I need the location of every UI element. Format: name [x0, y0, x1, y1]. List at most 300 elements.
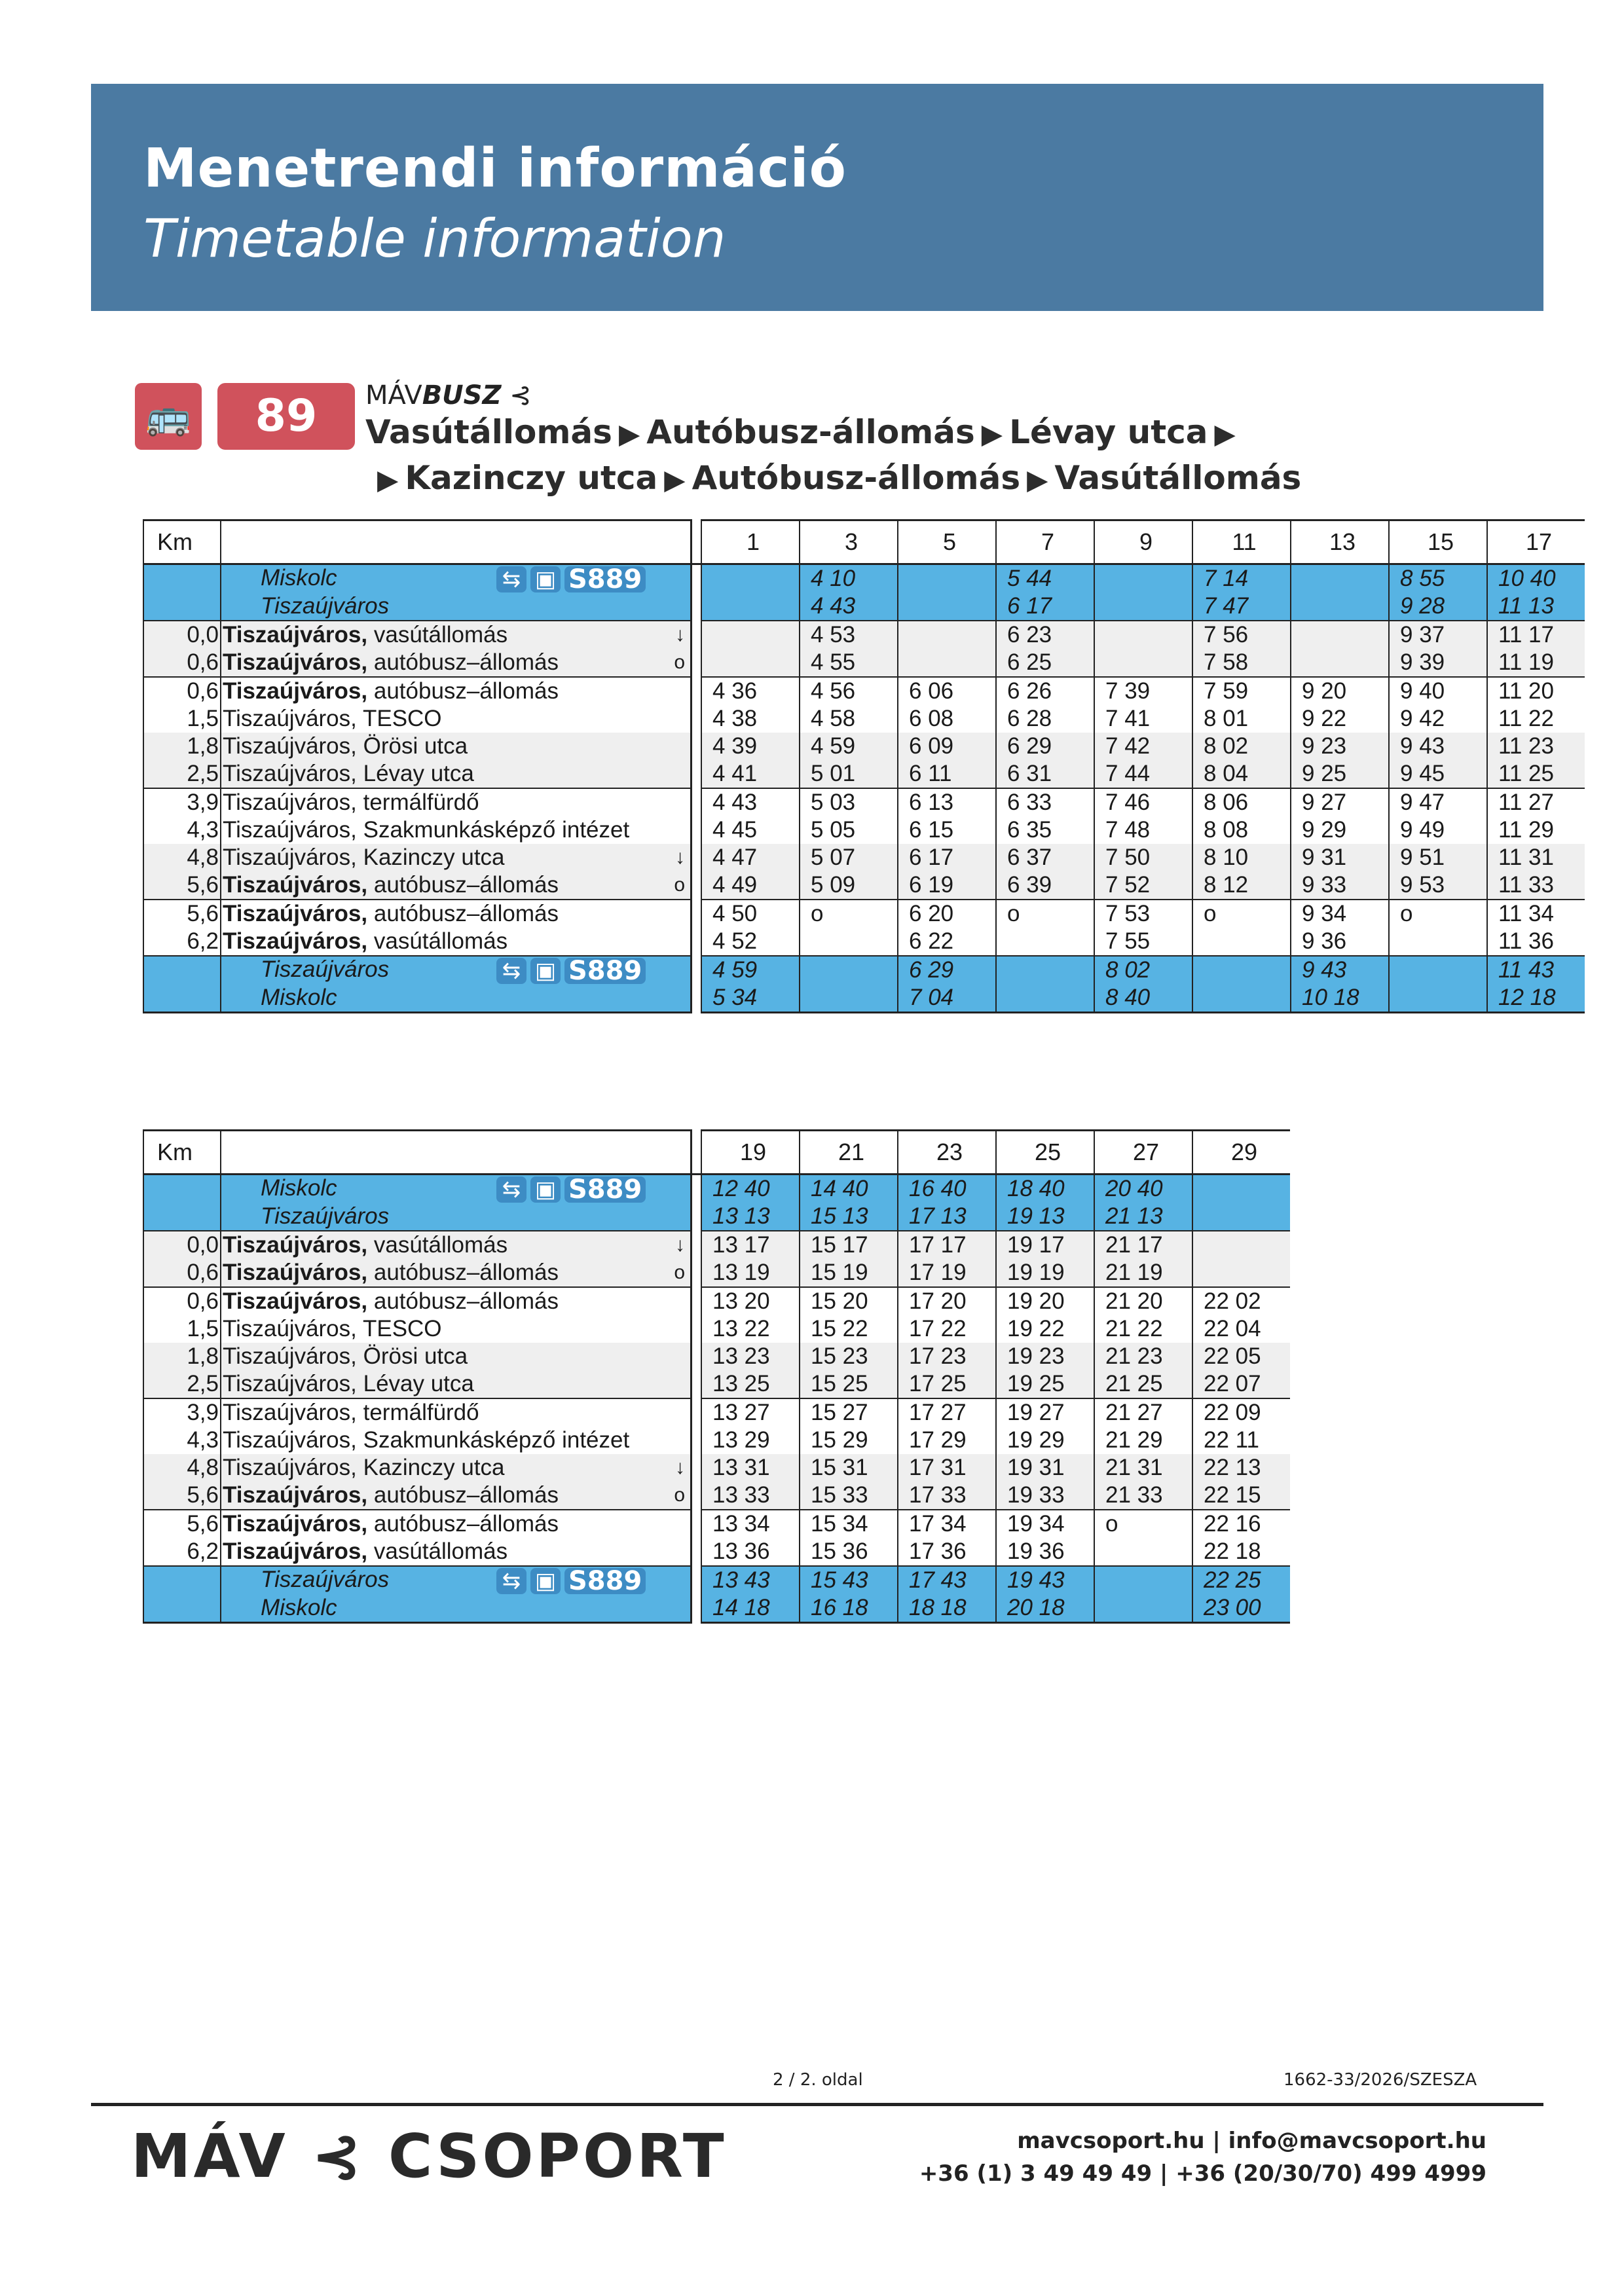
connection-time [1389, 956, 1487, 984]
connection-time [1094, 564, 1192, 593]
departure-time: 6 29 [996, 733, 1094, 760]
stop-name-sub: autóbusz–állomás [367, 1511, 559, 1537]
train-icon: ▣ [530, 566, 561, 592]
departure-time: 5 07 [800, 844, 898, 871]
departure-time: 13 22 [701, 1315, 800, 1343]
km-cell: 3,9 [143, 788, 221, 816]
connection-stop-cell [221, 984, 692, 1013]
stop-name-cell [221, 1231, 692, 1259]
column-gap [692, 1538, 702, 1566]
column-gap [692, 520, 702, 564]
departure-time: 6 26 [996, 677, 1094, 705]
connection-time: 12 18 [1487, 984, 1585, 1013]
connection-time: 5 44 [996, 564, 1094, 593]
stop-row [143, 788, 1585, 816]
stop-name: Tiszaújváros, Szakmunkásképző intézet [223, 817, 630, 843]
departure-time: o [1094, 1510, 1192, 1538]
stop-name-sub: vasútállomás [367, 1232, 508, 1258]
departure-time: 4 47 [701, 844, 800, 871]
column-gap [692, 816, 702, 844]
connection-time [898, 564, 996, 593]
departure-time: 9 49 [1389, 816, 1487, 844]
train-icon: ▣ [530, 958, 561, 984]
stop-name-sub: autóbusz–állomás [367, 901, 559, 926]
run-number: 21 [800, 1131, 898, 1175]
departure-time: 21 22 [1094, 1315, 1192, 1343]
stop-row [143, 1482, 1290, 1510]
departure-time: 17 22 [898, 1315, 996, 1343]
km-cell: 6,2 [143, 1538, 221, 1566]
stop-name-cell [221, 677, 692, 705]
departure-time [1094, 649, 1192, 677]
departure-time: 9 34 [1291, 900, 1389, 928]
km-cell: 1,8 [143, 733, 221, 760]
departure-time: 19 31 [996, 1454, 1094, 1482]
departure-time: 9 36 [1291, 928, 1389, 956]
stop-name-cell [221, 1370, 692, 1398]
departure-time: 6 13 [898, 788, 996, 816]
departure-time: 4 45 [701, 816, 800, 844]
stop-row [143, 1427, 1290, 1454]
departure-time: 4 59 [800, 733, 898, 760]
departure-time: 6 23 [996, 621, 1094, 649]
departure-time: 6 37 [996, 844, 1094, 871]
column-gap [692, 1398, 702, 1427]
departure-time: 8 08 [1192, 816, 1291, 844]
connection-time: 19 13 [996, 1203, 1094, 1231]
run-number: 29 [1192, 1131, 1290, 1175]
stop-name-cell [221, 733, 692, 760]
departure-time: 21 27 [1094, 1398, 1192, 1427]
departure-time: 22 18 [1192, 1538, 1290, 1566]
column-gap [692, 844, 702, 871]
timetable-1 [143, 519, 1585, 1013]
stop-name-cell [221, 1398, 692, 1427]
stop-name-cell [221, 928, 692, 956]
stop-header [221, 520, 692, 564]
connection-time [1094, 592, 1192, 621]
stop-name: Tiszaújváros, [223, 872, 368, 898]
connection-time [996, 984, 1094, 1013]
departure-time: 17 20 [898, 1287, 996, 1315]
departure-time: 4 56 [800, 677, 898, 705]
departure-time: 6 19 [898, 871, 996, 900]
departure-time [1192, 928, 1291, 956]
connection-time: 18 18 [898, 1594, 996, 1623]
column-gap [692, 733, 702, 760]
column-gap [692, 621, 702, 649]
departure-time: 13 23 [701, 1343, 800, 1370]
km-cell: 4,8 [143, 844, 221, 871]
line-number-badge: 89 [217, 383, 355, 450]
column-gap [692, 705, 702, 733]
departure-time: 15 27 [800, 1398, 898, 1427]
column-gap [692, 928, 702, 956]
km-cell: 0,6 [143, 677, 221, 705]
departure-time: 17 27 [898, 1398, 996, 1427]
run-number: 17 [1487, 520, 1585, 564]
departure-time: 7 42 [1094, 733, 1192, 760]
departure-time: 11 36 [1487, 928, 1585, 956]
connection-time: 8 55 [1389, 564, 1487, 593]
run-number: 1 [701, 520, 800, 564]
connection-row [143, 984, 1585, 1013]
km-cell: 2,5 [143, 760, 221, 788]
departure-time: 8 04 [1192, 760, 1291, 788]
transfer-icon: ⇆ [496, 1568, 526, 1594]
stop-row [143, 733, 1585, 760]
departure-time: 19 17 [996, 1231, 1094, 1259]
stop-name-cell [221, 844, 692, 871]
departure-time: 9 20 [1291, 677, 1389, 705]
departure-time: 4 55 [800, 649, 898, 677]
transfer-icon: ⇆ [496, 958, 526, 984]
page-number: 2 / 2. oldal [773, 2070, 863, 2090]
departure-time: 4 39 [701, 733, 800, 760]
connection-time: 13 13 [701, 1203, 800, 1231]
departure-time: 21 23 [1094, 1343, 1192, 1370]
stop-row [143, 677, 1585, 705]
connection-time: 19 43 [996, 1566, 1094, 1594]
stop-name: Tiszaújváros, [223, 622, 368, 647]
departure-time: 21 29 [1094, 1427, 1192, 1454]
departure-time: 15 31 [800, 1454, 898, 1482]
departure-time: 13 33 [701, 1482, 800, 1510]
stop-name-sub: autóbusz–állomás [367, 678, 559, 704]
departure-time: 17 34 [898, 1510, 996, 1538]
run-number: 5 [898, 520, 996, 564]
stop-mark: ↓ [675, 847, 685, 868]
departure-time: o [800, 900, 898, 928]
departure-time: 4 36 [701, 677, 800, 705]
km-cell: 5,6 [143, 900, 221, 928]
connection-time [701, 564, 800, 593]
column-gap [692, 1427, 702, 1454]
departure-time: 9 37 [1389, 621, 1487, 649]
connection-time [898, 592, 996, 621]
departure-time: 7 58 [1192, 649, 1291, 677]
connection-time [996, 956, 1094, 984]
run-number: 19 [701, 1131, 800, 1175]
stop-name-cell [221, 1259, 692, 1287]
train-icon: ▣ [530, 1568, 561, 1594]
departure-time: 13 29 [701, 1427, 800, 1454]
connection-time: 9 43 [1291, 956, 1389, 984]
stop-row [143, 1454, 1290, 1482]
departure-time: 6 33 [996, 788, 1094, 816]
connection-row [143, 1203, 1290, 1231]
departure-time: 21 25 [1094, 1370, 1192, 1398]
timetable-2 [143, 1129, 1290, 1624]
km-cell [143, 1566, 221, 1594]
stop-name-sub: vasútállomás [367, 622, 508, 647]
stop-row [143, 844, 1585, 871]
connection-time [800, 956, 898, 984]
departure-time: 6 09 [898, 733, 996, 760]
stop-mark: ↓ [675, 624, 685, 646]
stop-name: Tiszaújváros, Kazinczy utca [223, 845, 505, 870]
connection-time [1192, 984, 1291, 1013]
departure-time: 22 02 [1192, 1287, 1290, 1315]
connection-time [1389, 984, 1487, 1013]
stop-row [143, 900, 1585, 928]
departure-time: 19 36 [996, 1538, 1094, 1566]
km-cell [143, 564, 221, 593]
connection-station: Tiszaújváros [261, 1567, 390, 1593]
departure-time: 6 22 [898, 928, 996, 956]
km-cell: 1,5 [143, 705, 221, 733]
connection-row [143, 1594, 1290, 1623]
departure-time: 22 04 [1192, 1315, 1290, 1343]
departure-time: 9 40 [1389, 677, 1487, 705]
connection-time [1291, 592, 1389, 621]
departure-time: 4 58 [800, 705, 898, 733]
departure-time [1291, 649, 1389, 677]
column-gap [692, 564, 702, 593]
column-gap [692, 984, 702, 1013]
connection-time [1192, 1203, 1290, 1231]
stop-name: Tiszaújváros, [223, 928, 368, 954]
departure-time: 9 51 [1389, 844, 1487, 871]
column-gap [692, 1131, 702, 1175]
departure-time: 7 59 [1192, 677, 1291, 705]
km-cell: 0,6 [143, 649, 221, 677]
departure-time: 11 17 [1487, 621, 1585, 649]
departure-time: 19 29 [996, 1427, 1094, 1454]
stop-mark: ↓ [675, 1457, 685, 1478]
stop-name: Tiszaújváros, Örösi utca [223, 1343, 468, 1369]
route-stop: Kazinczy utca [405, 459, 658, 497]
train-icon: ▣ [530, 1176, 561, 1203]
departure-time: 7 52 [1094, 871, 1192, 900]
departure-time: 11 31 [1487, 844, 1585, 871]
stop-name: Tiszaújváros, termálfürdő [223, 1400, 479, 1425]
column-gap [692, 1231, 702, 1259]
departure-time: 8 01 [1192, 705, 1291, 733]
km-cell: 4,3 [143, 816, 221, 844]
stop-row [143, 1231, 1290, 1259]
departure-time: 4 53 [800, 621, 898, 649]
connection-time: 17 13 [898, 1203, 996, 1231]
departure-time: 17 36 [898, 1538, 996, 1566]
departure-time: 6 25 [996, 649, 1094, 677]
departure-time: 8 12 [1192, 871, 1291, 900]
connection-time [1094, 1594, 1192, 1623]
departure-time [1389, 928, 1487, 956]
departure-time: 13 27 [701, 1398, 800, 1427]
departure-time: 15 19 [800, 1259, 898, 1287]
connection-stop-cell [221, 1203, 692, 1231]
stop-name-sub: autóbusz–állomás [367, 1482, 559, 1508]
stop-name-sub: autóbusz–állomás [367, 649, 559, 675]
connection-time: 20 18 [996, 1594, 1094, 1623]
connection-time: 23 00 [1192, 1594, 1290, 1623]
connection-stop-cell [221, 592, 692, 621]
stop-row [143, 1259, 1290, 1287]
connection-time: 13 43 [701, 1566, 800, 1594]
connection-station: Miskolc [261, 1595, 337, 1620]
departure-time: 9 45 [1389, 760, 1487, 788]
brand-bold: BUSZ [422, 380, 502, 410]
route-stop: Autóbusz-állomás [692, 459, 1021, 497]
connection-station: Miskolc [261, 1175, 337, 1201]
connection-time: 4 59 [701, 956, 800, 984]
departure-time: 15 17 [800, 1231, 898, 1259]
departure-time: 15 34 [800, 1510, 898, 1538]
km-cell: 0,6 [143, 1259, 221, 1287]
stop-name: Tiszaújváros, Örösi utca [223, 733, 468, 759]
run-number: 9 [1094, 520, 1192, 564]
route-line-2 [371, 459, 1301, 497]
departure-time: 17 29 [898, 1427, 996, 1454]
mav-csoport-logo: MÁV ⊰ CSOPORT [131, 2121, 727, 2191]
departure-time: 13 17 [701, 1231, 800, 1259]
column-gap [692, 1370, 702, 1398]
departure-time [1094, 1538, 1192, 1566]
km-cell [143, 984, 221, 1013]
connection-station: Tiszaújváros [261, 593, 390, 619]
column-gap [692, 592, 702, 621]
stop-row [143, 1398, 1290, 1427]
stop-name-cell [221, 816, 692, 844]
connection-station: Miskolc [261, 985, 337, 1010]
departure-time: 15 20 [800, 1287, 898, 1315]
km-header: Km [143, 1131, 221, 1175]
stop-name: Tiszaújváros, [223, 678, 368, 704]
stop-name-cell [221, 900, 692, 928]
connection-station: Tiszaújváros [261, 1203, 390, 1229]
connection-train-label: S889 [564, 958, 646, 984]
column-gap [692, 677, 702, 705]
departure-time: 7 39 [1094, 677, 1192, 705]
stop-row [143, 649, 1585, 677]
triangle-right-icon: ▶ [664, 464, 686, 496]
km-cell: 2,5 [143, 1370, 221, 1398]
departure-time: 7 46 [1094, 788, 1192, 816]
stop-name-cell [221, 788, 692, 816]
departure-time: 21 19 [1094, 1259, 1192, 1287]
km-cell: 4,3 [143, 1427, 221, 1454]
stop-name-cell [221, 1315, 692, 1343]
departure-time: 17 25 [898, 1370, 996, 1398]
departure-time: 22 09 [1192, 1398, 1290, 1427]
km-cell: 5,6 [143, 1482, 221, 1510]
connection-time [701, 592, 800, 621]
stop-row [143, 1510, 1290, 1538]
connection-time [1192, 956, 1291, 984]
departure-time: 22 15 [1192, 1482, 1290, 1510]
connection-time: 22 25 [1192, 1566, 1290, 1594]
connection-time: 5 34 [701, 984, 800, 1013]
departure-time: 4 43 [701, 788, 800, 816]
km-cell: 5,6 [143, 871, 221, 900]
departure-time: 8 02 [1192, 733, 1291, 760]
departure-time: 9 23 [1291, 733, 1389, 760]
departure-time [996, 928, 1094, 956]
departure-time: 21 31 [1094, 1454, 1192, 1482]
connection-train-label: S889 [564, 1568, 646, 1594]
stop-row [143, 1315, 1290, 1343]
departure-time: 6 15 [898, 816, 996, 844]
connection-time: 18 40 [996, 1175, 1094, 1203]
stop-name-cell [221, 871, 692, 900]
departure-time: 22 13 [1192, 1454, 1290, 1482]
departure-time: 19 23 [996, 1343, 1094, 1370]
departure-time: 19 19 [996, 1259, 1094, 1287]
departure-time: 9 43 [1389, 733, 1487, 760]
km-cell: 1,8 [143, 1343, 221, 1370]
departure-time: 6 20 [898, 900, 996, 928]
stop-row [143, 928, 1585, 956]
departure-time: 19 25 [996, 1370, 1094, 1398]
column-gap [692, 1315, 702, 1343]
route-stop: Vasútállomás [365, 413, 612, 451]
connection-time: 4 43 [800, 592, 898, 621]
departure-time: o [1389, 900, 1487, 928]
stop-name-cell [221, 1427, 692, 1454]
departure-time: 4 52 [701, 928, 800, 956]
departure-time: 9 33 [1291, 871, 1389, 900]
connection-time: 11 13 [1487, 592, 1585, 621]
stop-name-sub: autóbusz–állomás [367, 1260, 559, 1285]
stop-name: Tiszaújváros, TESCO [223, 706, 442, 731]
departure-time: 9 39 [1389, 649, 1487, 677]
transfer-icon: ⇆ [496, 1176, 526, 1203]
stop-name-cell [221, 1510, 692, 1538]
departure-time: 4 38 [701, 705, 800, 733]
stop-name-sub: vasútállomás [367, 1539, 508, 1564]
connection-time: 9 28 [1389, 592, 1487, 621]
footer-contact [919, 2124, 1486, 2190]
stop-row [143, 1287, 1290, 1315]
departure-time: 6 39 [996, 871, 1094, 900]
stop-name: Tiszaújváros, TESCO [223, 1316, 442, 1341]
departure-time: 9 25 [1291, 760, 1389, 788]
connection-time: 4 10 [800, 564, 898, 593]
departure-time: 9 31 [1291, 844, 1389, 871]
departure-time: 22 05 [1192, 1343, 1290, 1370]
departure-time: 9 22 [1291, 705, 1389, 733]
departure-time: 4 50 [701, 900, 800, 928]
departure-time [701, 649, 800, 677]
stop-name: Tiszaújváros, Kazinczy utca [223, 1455, 505, 1480]
stop-row [143, 1343, 1290, 1370]
column-gap [692, 1510, 702, 1538]
departure-time: 11 20 [1487, 677, 1585, 705]
run-number: 27 [1094, 1131, 1192, 1175]
run-number: 25 [996, 1131, 1094, 1175]
connection-row [143, 1566, 1290, 1594]
connection-stop-cell [221, 1175, 692, 1203]
departure-time: 9 29 [1291, 816, 1389, 844]
departure-time: 17 17 [898, 1231, 996, 1259]
departure-time: 5 03 [800, 788, 898, 816]
departure-time: 6 08 [898, 705, 996, 733]
connection-time [800, 984, 898, 1013]
connection-time: 20 40 [1094, 1175, 1192, 1203]
departure-time: 5 01 [800, 760, 898, 788]
km-cell [143, 956, 221, 984]
departure-time: 9 27 [1291, 788, 1389, 816]
connection-time: 8 40 [1094, 984, 1192, 1013]
km-cell: 0,0 [143, 621, 221, 649]
departure-time: 9 42 [1389, 705, 1487, 733]
departure-time: 13 31 [701, 1454, 800, 1482]
header-row [143, 1131, 1290, 1175]
stop-name-cell [221, 1454, 692, 1482]
connection-time: 14 18 [701, 1594, 800, 1623]
brand-label [365, 380, 532, 410]
